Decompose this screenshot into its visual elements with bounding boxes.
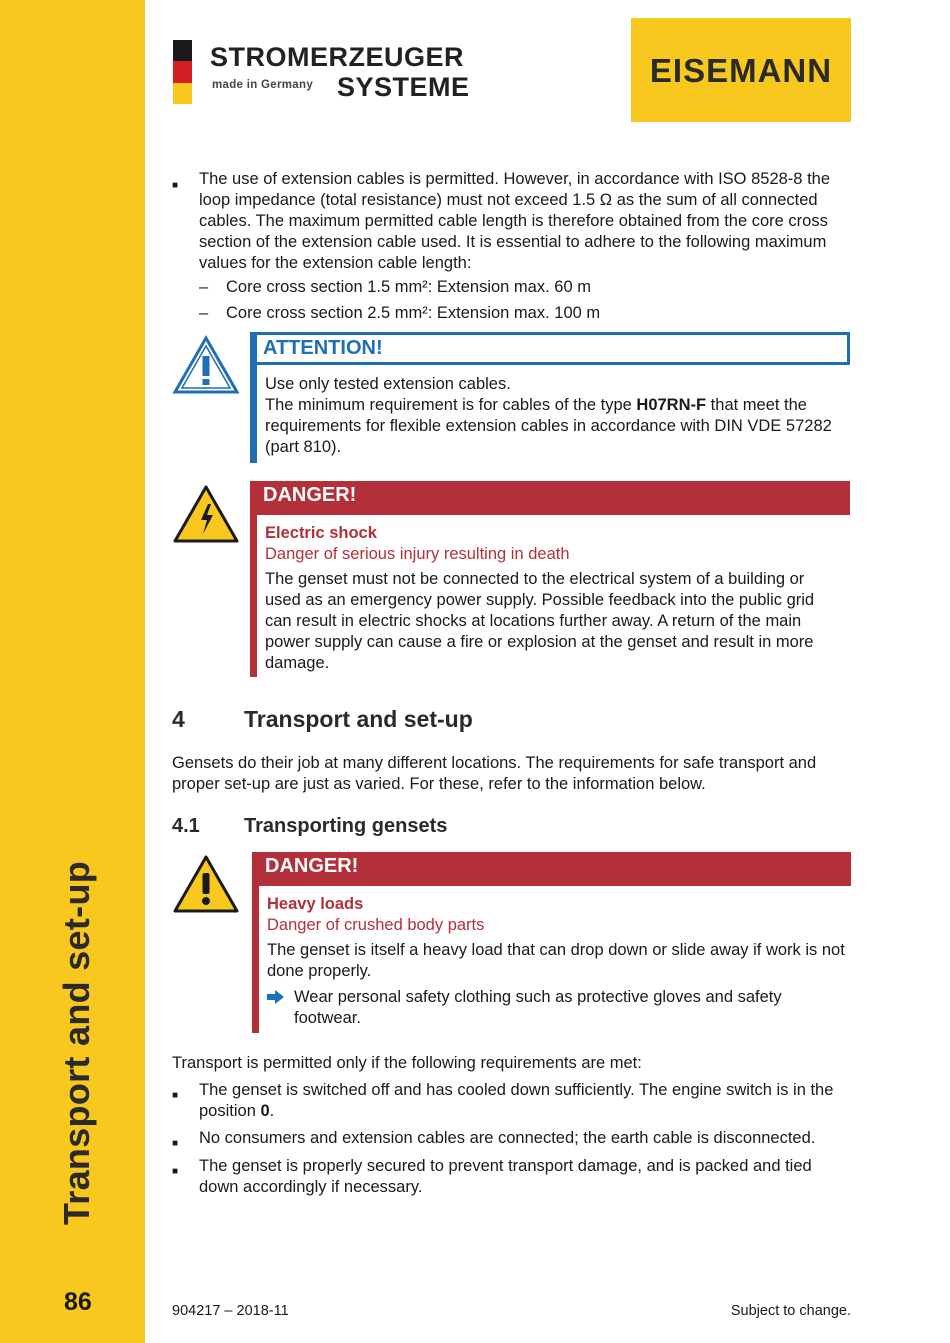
requirement-text-part: . bbox=[269, 1102, 275, 1120]
attention-text: requirements for flexible extension cables in accordance with DIN VDE 57282 bbox=[265, 417, 832, 435]
logo-text-stromerzeuger: STROMERZEUGER bbox=[210, 42, 465, 72]
warning-exclamation-icon bbox=[172, 854, 240, 914]
subsection-heading: Transporting gensets bbox=[244, 815, 448, 837]
high-voltage-icon bbox=[172, 484, 240, 544]
arrow-right-icon bbox=[267, 990, 284, 1004]
danger-consequence: Danger of crushed body parts bbox=[267, 916, 485, 934]
bullet-icon: ■ bbox=[172, 1166, 179, 1177]
danger-title: DANGER! bbox=[263, 484, 357, 506]
requirement-text-part: position bbox=[199, 1102, 261, 1120]
intro-line: values for the extension cable length: bbox=[199, 254, 472, 272]
change-notice: Subject to change. bbox=[730, 1303, 851, 1319]
bullet-icon: ■ bbox=[172, 1138, 179, 1149]
document-id: 904217 – 2018-11 bbox=[172, 1303, 289, 1319]
germany-flag-icon bbox=[173, 40, 192, 104]
sub-item: Core cross section 1.5 mm²: Extension max. 60 m bbox=[226, 278, 591, 296]
attention-text: Use only tested extension cables. bbox=[265, 375, 511, 393]
danger-subtitle: Electric shock bbox=[265, 524, 377, 542]
section-text: proper set-up are just as varied. For these, refer to the information below. bbox=[172, 775, 706, 793]
cable-type: H07RN-F bbox=[636, 396, 707, 414]
section-number: 4 bbox=[172, 706, 185, 732]
requirement-text: No consumers and extension cables are connected; the earth cable is disconnected. bbox=[199, 1129, 816, 1147]
logo-text-systeme: SYSTEME bbox=[337, 72, 470, 102]
danger-text: done properly. bbox=[267, 962, 372, 980]
action-text: footwear. bbox=[294, 1009, 361, 1027]
bullet-icon: ■ bbox=[172, 180, 179, 191]
intro-line: The use of extension cables is permitted. However, in accordance with ISO 8528-8 the bbox=[199, 170, 831, 188]
danger-text: damage. bbox=[265, 654, 330, 672]
requirement-text-line bbox=[199, 1101, 274, 1122]
subsection-number: 4.1 bbox=[172, 815, 200, 837]
intro-line: loop impedance (total resistance) must not exceed 1.5 Ω as the sum of all connected bbox=[199, 191, 818, 209]
dash-icon: – bbox=[199, 278, 209, 296]
danger-text: power supply can cause a fire or explosion at the genset and result in more bbox=[265, 633, 814, 651]
sub-item: Core cross section 2.5 mm²: Extension max. 100 m bbox=[226, 304, 601, 322]
dash-icon: – bbox=[199, 304, 209, 322]
requirements-intro: Transport is permitted only if the following requirements are met: bbox=[172, 1054, 642, 1072]
section-heading: Transport and set-up bbox=[244, 706, 473, 732]
section-title-vertical: Transport and set-up bbox=[56, 860, 97, 1225]
danger-text: The genset must not be connected to the electrical system of a building or bbox=[265, 570, 805, 588]
brand-logo bbox=[631, 18, 851, 122]
logo-made-in-germany: made in Germany bbox=[212, 79, 314, 91]
danger-header bbox=[255, 481, 850, 515]
danger-text: used as an emergency power supply. Possible feedback into the public grid bbox=[265, 591, 815, 609]
page-number: 86 bbox=[64, 1288, 92, 1316]
danger-subtitle: Heavy loads bbox=[267, 895, 364, 913]
intro-line: cables. The maximum permitted cable length is therefore obtained from the core cross bbox=[199, 212, 828, 230]
danger-text: The genset is itself a heavy load that can drop down or slide away if work is not bbox=[267, 941, 845, 959]
bullet-icon: ■ bbox=[172, 1090, 179, 1101]
switch-position: 0 bbox=[260, 1102, 270, 1120]
attention-header bbox=[255, 332, 850, 365]
requirement-text: The genset is switched off and has cooled down sufficiently. The engine switch is in the bbox=[199, 1081, 834, 1099]
requirement-text: The genset is properly secured to prevent transport damage, and is packed and tied bbox=[199, 1157, 812, 1175]
danger-title: DANGER! bbox=[265, 855, 359, 877]
danger-consequence: Danger of serious injury resulting in death bbox=[265, 545, 570, 563]
danger-header bbox=[257, 852, 851, 886]
attention-text: (part 810). bbox=[265, 438, 342, 456]
requirement-text: down accordingly if necessary. bbox=[199, 1178, 423, 1196]
attention-text-part: that meet the bbox=[706, 396, 807, 414]
brand-name: EISEMANN bbox=[649, 51, 833, 89]
action-text: Wear personal safety clothing such as protective gloves and safety bbox=[294, 988, 782, 1006]
attention-title: ATTENTION! bbox=[263, 337, 383, 359]
intro-line: section of the extension cable used. It is essential to adhere to the following maximum bbox=[199, 233, 827, 251]
section-text: Gensets do their job at many different locations. The requirements for safe transport and bbox=[172, 754, 817, 772]
attention-text-part: The minimum requirement is for cables of the type bbox=[265, 396, 637, 414]
warning-triangle-icon bbox=[172, 335, 240, 395]
danger-text: can result in electric shocks at locations further away. A return of the main bbox=[265, 612, 802, 630]
attention-text-line bbox=[265, 395, 807, 416]
